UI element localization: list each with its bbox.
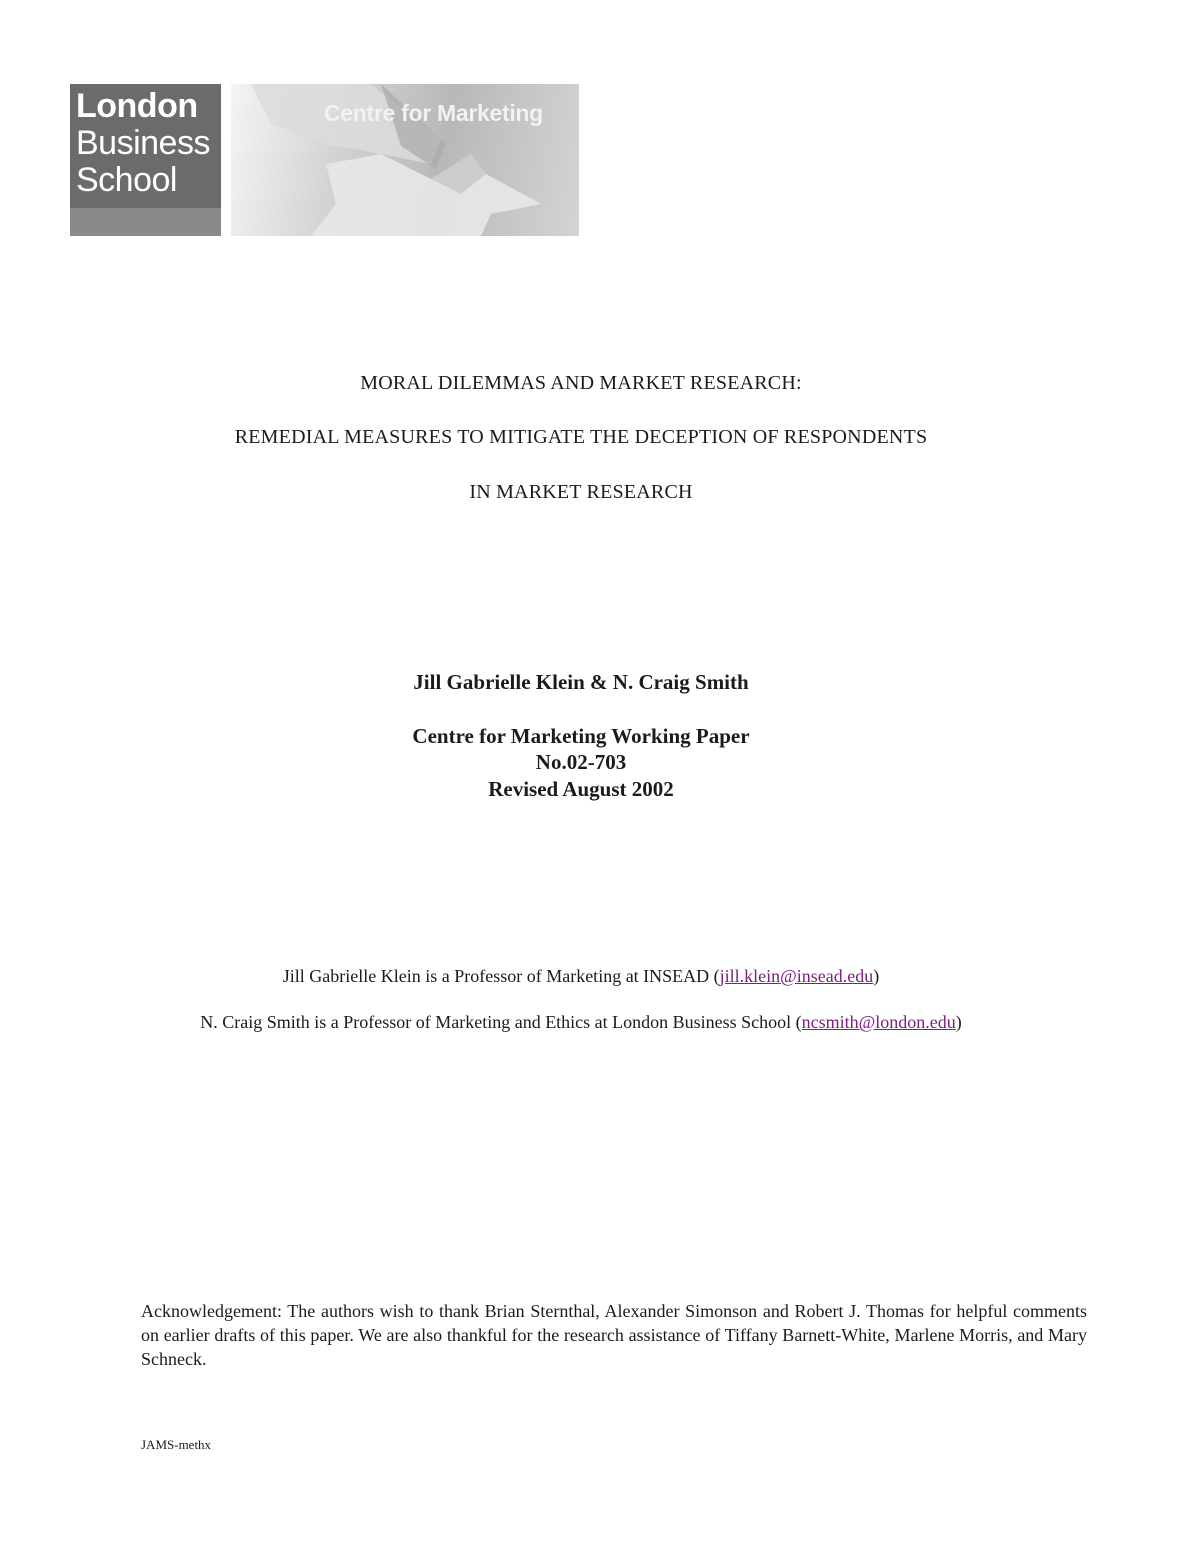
lbs-line-1: London [76,87,198,125]
affiliation-text-end: ) [873,966,880,986]
lbs-logo-bar [70,208,221,236]
document-code: JAMS-methx [141,1437,212,1452]
working-paper-number: No.02-703 [535,750,627,774]
affiliation-text: Jill Gabrielle Klein is a Professor of Marketing at INSEAD ( [282,966,720,986]
author-affiliation-smith [0,1012,1162,1033]
paper-title-line-1: MORAL DILEMMAS AND MARKET RESEARCH: [360,372,802,394]
lbs-line-2: Business [76,124,210,162]
acknowledgement-paragraph: Acknowledgement: The authors wish to thank Brian Sternthal, Alexander Simonson and Robert J. Thomas for helpful comments on earlier drafts of this paper. We are also thankful for the research assistance of Tiffany Barnett-White, Marlene Morris, and Mary Schneck. [141,1301,1087,1369]
affiliation-text: N. Craig Smith is a Professor of Marketing and Ethics at London Business School ( [200,1012,802,1032]
email-link-smith[interactable]: ncsmith@london.edu [801,1012,956,1032]
paper-authors: Jill Gabrielle Klein & N. Craig Smith [413,670,749,694]
revision-date: Revised August 2002 [488,777,674,801]
author-affiliation-klein [0,966,1162,987]
lbs-line-3: School [76,161,177,199]
centre-for-marketing-banner [231,84,579,236]
affiliation-text-end: ) [955,1012,962,1032]
header-logo [70,84,579,236]
paper-title-line-3: IN MARKET RESEARCH [469,481,693,503]
working-paper-series: Centre for Marketing Working Paper [412,724,750,748]
lbs-wordmark [76,88,210,199]
london-business-school-logo [70,84,221,236]
centre-for-marketing-label: Centre for Marketing [324,100,543,126]
paper-title-line-2: REMEDIAL MEASURES TO MITIGATE THE DECEPTION OF RESPONDENTS [234,426,928,448]
email-link-klein[interactable]: jill.klein@insead.edu [719,966,874,986]
